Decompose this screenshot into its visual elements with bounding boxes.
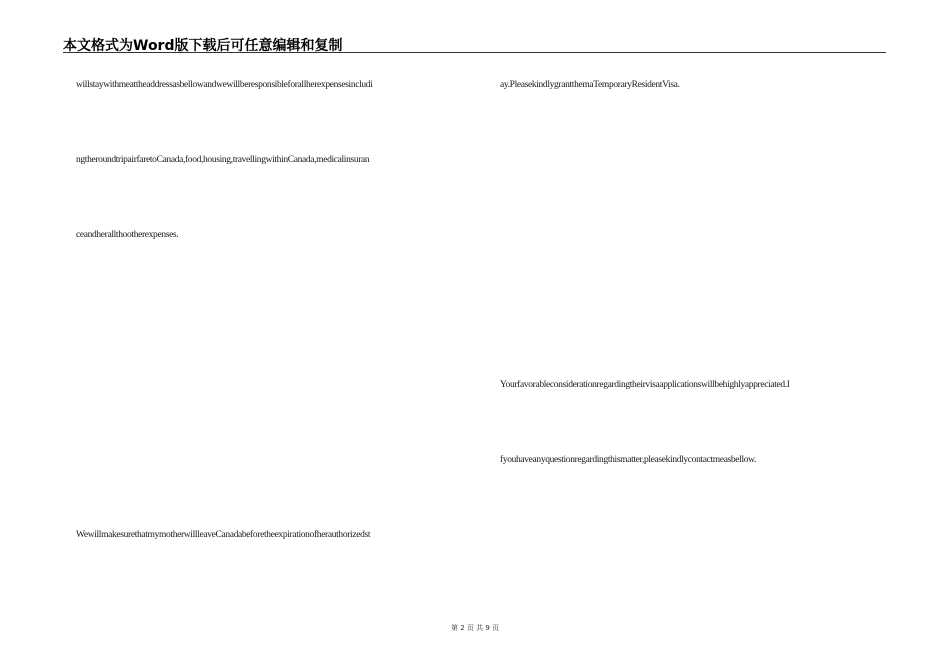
header-divider <box>63 52 886 53</box>
body-text-line: ay.PleasekindlygrantthemaTemporaryResidentVisa. <box>500 80 680 90</box>
body-text-line: ceandherallthootherexpenses. <box>76 230 179 240</box>
body-text-line: willstaywithmeattheaddressasbellowandwewillberesponsibleforallherexpensesincludi <box>76 80 373 90</box>
body-text-line: ngtheroundtripairfaretoCanada,food,housing,travellingwithinCanada,medicalinsuran <box>76 155 370 165</box>
page-header-title: 本文格式为Word版下载后可任意编辑和复制 <box>63 38 343 54</box>
body-text-line: fyouhaveanyquestionregardingthismatter,pleasekindlycontactmeasbellow. <box>500 455 757 465</box>
page-number-footer: 第 2 页 共 9 页 <box>450 624 500 632</box>
body-text-line: Yourfavorableconsiderationregardingtheirvisaapplicationswillbehighlyappreciated.I <box>500 380 790 390</box>
body-text-line: WewillmakesurethatmymotherwillleaveCanadabeforetheexpirationofherauthorizedst <box>76 530 371 540</box>
